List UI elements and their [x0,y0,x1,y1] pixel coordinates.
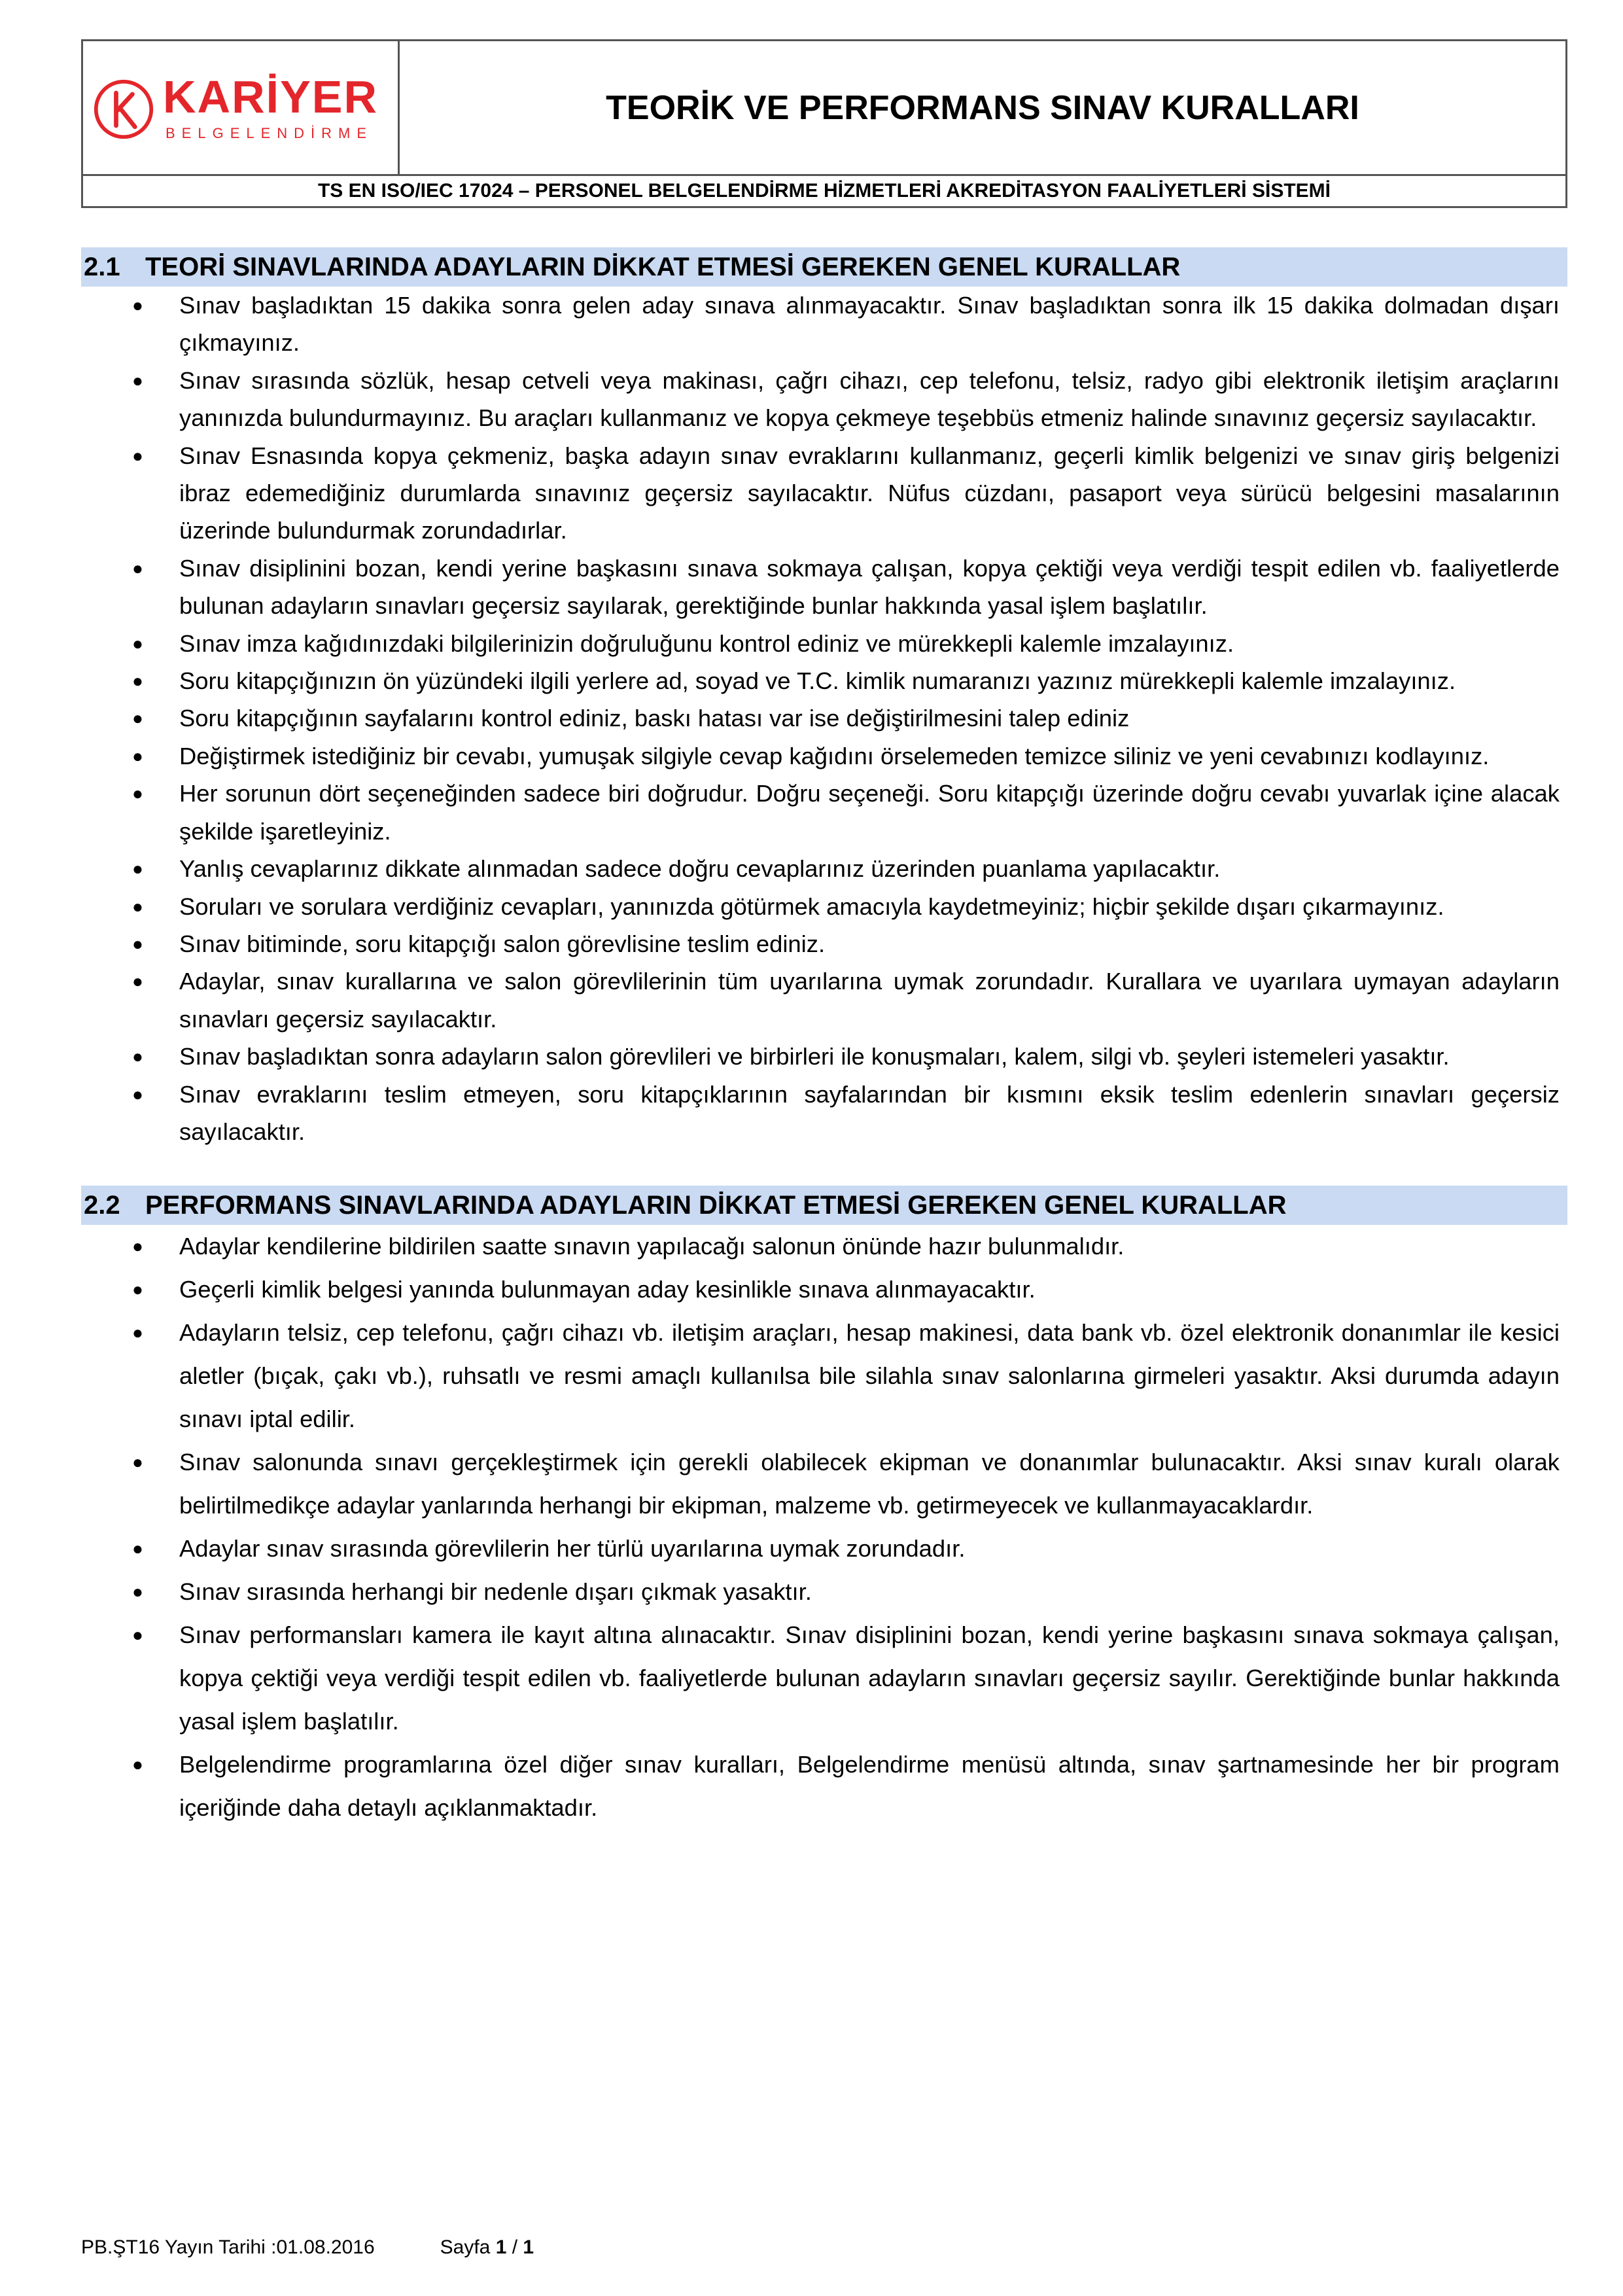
list-item: ● Soru kitapçığının sayfalarını kontrol ediniz, baskı hatası var ise değiştirilmesini talep ediniz [81,699,1567,737]
list-item: ● Soruları ve sorulara verdiğiniz cevapları, yanınızda götürmek amacıyla kaydetmeyiniz; hiçbir şekilde dışarı çıkarmayınız. [81,888,1567,925]
list-item: ● Sınav disiplinini bozan, kendi yerine başkasını sınava sokmaya çalışan, kopya çektiği veya verdiği tespit edilen vb. faaliyetlerde bulunan adayların sınavları geçersiz sayılarak, gerektiğinde bunlar hakkında yasal işlem başlatılır. [81,550,1567,625]
section-title: TEORİ SINAVLARINDA ADAYLARIN DİKKAT ETMESİ GEREKEN GENEL KURALLAR [145,253,1181,281]
section-theory-rules [81,247,1567,1150]
section-performance-rules [81,1186,1567,1829]
page-footer [81,2236,534,2259]
rule-list [81,287,1567,1150]
list-item: ● Belgelendirme programlarına özel diğer sınav kuralları, Belgelendirme menüsü altında, sınav şartnamesinde her bir program içeriğinde daha detaylı açıklanmaktadır. [81,1743,1567,1829]
list-item: ● Sınav imza kağıdınızdaki bilgilerinizin doğruluğunu kontrol ediniz ve mürekkepli kalemle imzalayınız. [81,625,1567,662]
standard-reference: TS EN ISO/IEC 17024 – PERSONEL BELGELENDİRME HİZMETLERİ AKREDİTASYON FAALİYETLERİ SİSTEMİ [317,180,1331,202]
page-total: 1 [523,2236,534,2258]
list-item: ● Adayların telsiz, cep telefonu, çağrı cihazı vb. iletişim araçları, hesap makinesi, data bank vb. özel elektronik donanımlar ile kesici aletler (bıçak, çakı vb.), ruhsatlı ve resmi amaçlı kullanılsa bile silahla sınav salonlarına girmeleri yasaktır. Aksi durumda adayın sınavı iptal edilir. [81,1311,1567,1441]
page-number [440,2236,534,2258]
list-item: ● Sınav evraklarını teslim etmeyen, soru kitapçıklarının sayfalarından bir kısmını eksik teslim edenlerin sınavları geçersiz sayılacaktır. [81,1076,1567,1151]
section-heading [81,1186,1567,1225]
list-item: ● Sınav sırasında sözlük, hesap cetveli veya makinası, çağrı cihazı, cep telefonu, telsiz, radyo gibi elektronik iletişim araçlarını yanınızda bulundurmayınız. Bu araçları kullanmanız ve kopya çekmeye teşebbüs etmeniz halinde sınavınız geçersiz sayılacaktır. [81,362,1567,437]
list-item: ● Değiştirmek istediğiniz bir cevabı, yumuşak silgiyle cevap kağıdını örselemeden temizce siliniz ve yeni cevabınızı kodlayınız. [81,737,1567,775]
document-body [81,247,1567,1829]
logo-subtitle: BELGELENDİRME [166,125,374,141]
kariyer-logo-icon [92,78,155,141]
list-item: ● Adaylar kendilerine bildirilen saatte sınavın yapılacağı salonun önünde hazır bulunmalıdır. [81,1225,1567,1268]
list-item: ● Sınav bitiminde, soru kitapçığı salon görevlisine teslim ediniz. [81,925,1567,963]
list-item: ● Soru kitapçığınızın ön yüzündeki ilgili yerlere ad, soyad ve T.C. kimlik numaranızı yazınız mürekkepli kalemle imzalayınız. [81,662,1567,699]
list-item: ● Sınav başladıktan sonra adayların salon görevlileri ve birbirleri ile konuşmaları, kalem, silgi vb. şeyleri istemeleri yasaktır. [81,1038,1567,1075]
logo [83,41,400,174]
list-item: ● Adaylar sınav sırasında görevlilerin her türlü uyarılarına uymak zorundadır. [81,1527,1567,1570]
page-label: Sayfa [440,2236,491,2258]
section-number: 2.2 [84,1191,120,1220]
section-heading [81,247,1567,287]
list-item: ● Sınav performansları kamera ile kayıt altına alınacaktır. Sınav disiplinini bozan, kendi yerine başkasını sınava sokmaya çalışan, kopya çektiği veya verdiği tespit edilen vb. faaliyetlerde bulunan adayların sınavları geçersiz sayılır. Gerektiğinde bunlar hakkında yasal işlem başlatılır. [81,1614,1567,1743]
document-header [81,39,1567,208]
header-top-row [83,41,1565,176]
list-item: ● Sınav salonunda sınavı gerçekleştirmek için gerekli olabilecek ekipman ve donanımlar bulunacaktır. Aksi sınav kuralı olarak belirtilmedikçe adaylar yanlarında herhangi bir ekipman, malzeme vb. getirmeyecek ve kullanmayacaklardır. [81,1441,1567,1527]
list-item: ● Sınav sırasında herhangi bir nedenle dışarı çıkmak yasaktır. [81,1570,1567,1614]
list-item: ● Sınav başladıktan 15 dakika sonra gelen aday sınava alınmayacaktır. Sınav başladıktan sonra ilk 15 dakika dolmadan dışarı çıkmayınız. [81,287,1567,362]
list-item: ● Geçerli kimlik belgesi yanında bulunmayan aday kesinlikle sınava alınmayacaktır. [81,1268,1567,1311]
rule-list [81,1225,1567,1829]
logo-name: KARİYER [163,71,379,122]
document-code: PB.ŞT16 Yayın Tarihi :01.08.2016 [81,2236,375,2258]
section-title: PERFORMANS SINAVLARINDA ADAYLARIN DİKKAT ETMESİ GEREKEN GENEL KURALLAR [145,1191,1287,1220]
page-current: 1 [495,2236,507,2258]
page-separator: / [506,2236,523,2258]
list-item: ● Yanlış cevaplarınız dikkate alınmadan sadece doğru cevaplarınız üzerinden puanlama yapılacaktır. [81,850,1567,887]
section-number: 2.1 [84,253,120,281]
list-item: ● Her sorunun dört seçeneğinden sadece biri doğrudur. Doğru seçeneği. Soru kitapçığı üzerinde doğru cevabı yuvarlak içine alacak şekilde işaretleyiniz. [81,775,1567,850]
list-item: ● Adaylar, sınav kurallarına ve salon görevlilerinin tüm uyarılarına uymak zorundadır. Kurallara ve uyarılara uymayan adayların sınavları geçersiz sayılacaktır. [81,963,1567,1038]
list-item: ● Sınav Esnasında kopya çekmeniz, başka adayın sınav evraklarını kullanmanız, geçerli kimlik belgenizi ve sınav giriş belgenizi ibraz edemediğiniz durumlarda sınavınız geçersiz sayılacaktır. Nüfus cüzdanı, pasaport veya sürücü belgesini masalarının üzerinde bulundurmak zorundadırlar. [81,437,1567,550]
document-title: TEORİK VE PERFORMANS SINAV KURALLARI [606,88,1359,127]
